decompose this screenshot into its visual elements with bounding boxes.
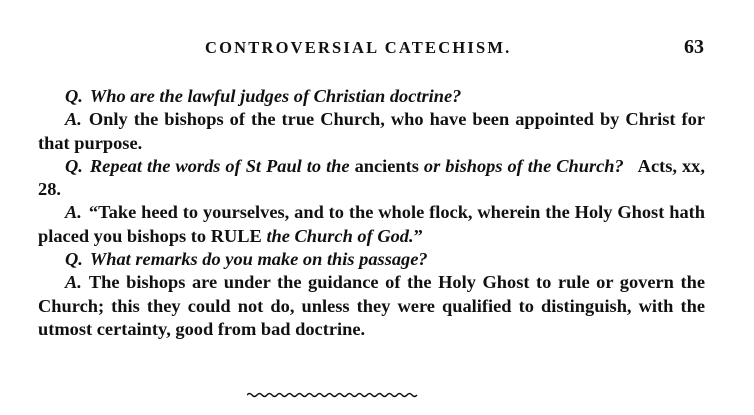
running-head (0, 38, 754, 62)
answer-text-part2: the Church of God. (266, 225, 414, 246)
question-text: Who are the lawful judges of Christian doctrine? (89, 86, 462, 106)
answer-text-part1: “Take heed to yourselves, and to the whole flock, wherein the Holy Ghost hath placed you bishops to RULE (38, 202, 705, 246)
answer-label: A. (65, 109, 82, 130)
answer-label: A. (65, 272, 82, 293)
page-number: 63 (684, 36, 704, 58)
question-text-part2: ancients (354, 155, 419, 176)
answer-remarks (38, 271, 705, 341)
question-text-part3: or bishops of the Church? (423, 155, 624, 176)
scripture-reference: Acts, xx, 28. (38, 155, 705, 200)
question-label: Q. (65, 249, 83, 270)
answer-text-part3: ” (413, 225, 423, 246)
answer-text: Only the bishops of the true Church, who have been appointed by Christ for that purpose. (38, 109, 705, 153)
question-st-paul (38, 155, 705, 202)
question-text-part1: Repeat the words of St Paul to the (89, 155, 350, 176)
answer-st-paul (38, 201, 705, 248)
catechism-text (38, 85, 705, 341)
question-label: Q. (65, 155, 83, 176)
question-lawful-judges (38, 85, 705, 108)
question-label: Q. (65, 86, 83, 106)
running-title: CONTROVERSIAL CATECHISM. (205, 38, 512, 57)
question-remarks (38, 248, 705, 271)
answer-text: The bishops are under the guidance of the Holy Ghost to rule or govern the Church; this they could not do, unless they were qualified to distinguish, with the utmost certainty, good from bad doctrine. (38, 272, 705, 339)
question-text: What remarks do you make on this passage? (89, 249, 428, 270)
wavy-divider (247, 392, 419, 398)
answer-label: A. (65, 202, 82, 223)
answer-lawful-judges (38, 108, 705, 155)
